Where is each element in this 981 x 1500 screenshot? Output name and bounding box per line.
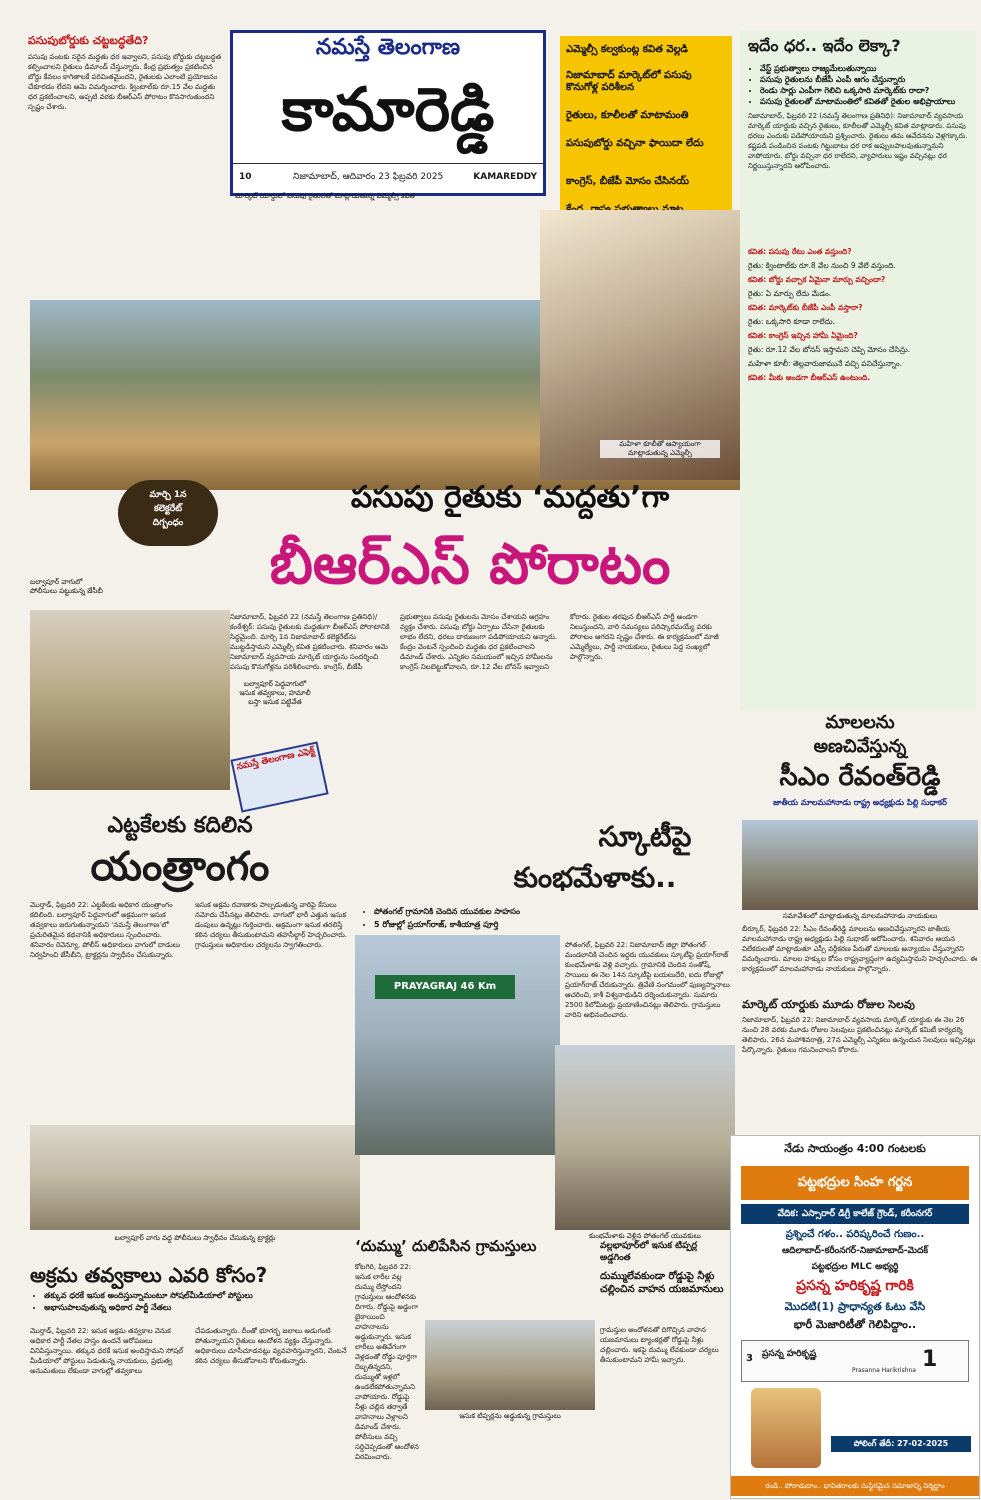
dummu-side-head: వల్లభాపూర్‌లో ఇసుక టిప్పర్ల అడ్డగింత: [600, 1241, 698, 1263]
qa-line: రైతు: ఏ మార్పు లేదు మేడం.: [748, 289, 832, 298]
scooty-photo: [555, 1045, 735, 1230]
malas-kicker2: అణచివేస్తున్న: [813, 736, 907, 757]
qa-line: రైతు: ఒక్కసారి కూడా రాలేదు.: [748, 317, 835, 326]
ad-poll-date: పోలింగ్ తేదీ: 27-02-2025: [831, 1436, 971, 1452]
malas-body: బీర్కూర్, ఫిబ్రవరి 22: సీఎం రేవంత్‌రెడ్డి మాలలను అణచివేస్తున్నారని జాతీయ మాలమహానాడు రాష్ట్ర అధ్యక్షుడు పిల్లి సుధాకర్ ఆరోపించారు. శనివారం ఆయన విలేకరులతో మాట్లాడుతూ ఎస్సీ వర్గీకరణ పేరుతో మాలలకు అన్యాయం చేస్తున్నారని విమర్శించారు. మాలల హక్కుల కోసం రాష్ట్రవ్యాప్తంగా ఉద్యమిస్తామని హెచ్చరించారు. ఈ కార్యక్రమంలో మాలమహానాడు నాయకులు పాల్గొన్నారు.: [742, 925, 978, 973]
tractor-caption: బల్వాపూర్ వాగు వద్ద పోలీసులు స్వాధీనం చేసుకున్న ట్రాక్టర్లు: [114, 1234, 276, 1242]
right-bullet: • పసుపు రైతులతో మాటామంతిలో కవితతో రైతుల అభిప్రాయాలు: [760, 96, 976, 107]
edition-label: KAMAREDDY: [473, 172, 537, 182]
excavator-side-caption: బల్వాపూర్ పెద్దవాగులో ఇసుక తవ్వకాలు, హమాలీ బస్తా ఇసుక పట్టివేత: [239, 680, 311, 706]
scooty-bullets: [360, 905, 744, 931]
qa-line: కవిత: మార్కెట్‌కు బీజేపీ ఎంపీ వస్తారా?: [748, 303, 863, 312]
qa-line: మహిళా కూలీ: తెల్లవారుజామునే వచ్చి పనిచేస్తున్నాం.: [748, 359, 903, 368]
badge-line: దిగ్బంధం: [152, 518, 184, 528]
badge-line: కలెక్టరేట్: [153, 504, 183, 514]
right-bullet: • రెండు సార్లు ఎంపీగా గెలిచి ఒక్కసారి మార్కెట్‌కు రాదా?: [760, 85, 976, 96]
qa-line: రైతు: క్వింటాల్‌కు రూ.8 వేల నుంచి 9 వేలే వస్తుంది.: [748, 261, 896, 270]
right-headline: ఇదేం ధర.. ఇదేం లెక్కా?: [748, 36, 901, 55]
tractor-photo: [30, 1125, 360, 1230]
right-column: [740, 30, 976, 710]
effect-stamp: నమస్తే తెలంగాణ ఎఫెక్ట్: [230, 741, 328, 812]
dummu-side-body: గ్రామస్తుల ఆందోళనతో దిగొచ్చిన వాహన యజమానులు ట్యాంకర్లతో రోడ్డుపై నీళ్లు చల్లించారు. ఇకపై దుమ్ము లేవకుండా చర్యలు తీసుకుంటామని హామీ ఇచ్చారు.: [600, 1326, 719, 1364]
ad-time: నేడు సాయంత్రం 4:00 గంటలకు: [784, 1142, 926, 1155]
illegal-body: మొర్తాడ్, ఫిబ్రవరి 22: ఇసుక అక్రమ తవ్వకాల వెనుక అధికార పార్టీ నేతల హస్తం ఉందనే ఆరోపణలు వినిపిస్తున్నాయి. తక్కువ ధరకే ఇసుక అందిస్తామని సోషల్ మీడియాలో పోస్టులు పెడుతున్న నాయకులు, ప్రభుత్వ అనుమతులు లేకుండా వాగుల్లో తవ్వకాలు చేపడుతున్నారు. దీంతో భూగర్భ జలాలు అడుగంటి పోతున్నాయని రైతులు ఆందోళన వ్యక్తం చేస్తున్నారు. అధికారులు చూసీచూడనట్లు వ్యవహరిస్తున్నారని, వెంటనే కఠిన చర్యలు తీసుకోవాలని కోరుతున్నారు.: [30, 1327, 347, 1375]
malas-photo: [742, 820, 978, 910]
qa-line: కవిత: మీకు అండగా బీఆర్‌ఎస్ ఉంటుంది.: [748, 373, 871, 382]
ad-event: పట్టభద్రుల సింహ గర్జన: [741, 1166, 969, 1200]
right-bullets: [740, 63, 976, 107]
ad-constituency: ఆదిలాబాద్-కరీంనగర్-నిజామాబాద్-మెదక్: [781, 1246, 929, 1256]
ad-win: భారీ మెజారిటీతో గెలిపిద్దాం..: [793, 1318, 917, 1331]
highlight-item: రైతులు, కూలీలతో మాటామంతి: [566, 110, 689, 121]
left-body: పసుపు పంటకు సరైన మద్దతు ధర ఇవ్వాలని, పసుపు బోర్డుకు చట్టబద్ధత కల్పించాలని రైతులు డిమాండ్ చేస్తున్నారు. కేంద్ర ప్రభుత్వం ప్రకటించిన బోర్డు కేవలం కాగితాలకే పరిమితమైందని, రైతులకు ఎలాంటి ప్రయోజనం చేకూరడం లేదని ఆమె విమర్శించారు. క్వింటాల్‌కు రూ.15 వేల మద్దతు ధర ప్రకటించాలని, అప్పటి వరకు బీఆర్‌ఎస్ పోరాటం కొనసాగుతుందని స్పష్టం చేశారు.: [28, 53, 222, 111]
dummu-side-sub: దుమ్ములేవకుండా రోడ్డుపై నీళ్లు చల్లించిన వాహన యజమానులు: [600, 1271, 724, 1295]
ad-name: ప్రసన్న హరికృష్ణ గారికి: [796, 1278, 914, 1294]
excavator-caption: బల్వాపూర్ వాగులో పోలీసులు పట్టుకున్న జేసీబీ: [30, 578, 103, 595]
masthead-title: నమస్తే తెలంగాణ: [315, 35, 461, 60]
lead-kicker: పసుపు రైతుకు ‘మద్దతు’గా: [350, 480, 670, 515]
malas-headline: సీఎం రేవంత్‌రెడ్డి: [779, 762, 941, 792]
masthead-edition: కామారెడ్డి: [281, 75, 495, 145]
scooty-body: పోతంగల్, ఫిబ్రవరి 22: నిజామాబాద్ జిల్లా పోతంగల్ మండలానికి చెందిన ఇద్దరు యువకులు స్కూటీపై ప్రయాగ్‌రాజ్ కుంభమేళాకు వెళ్లి వచ్చారు. గ్రామానికి చెందిన సంతోష్, సాయిలు ఈ నెల 14న స్కూటీపై బయలుదేరి, ఐదు రోజుల్లో ప్రయాగ్‌రాజ్ చేరుకున్నారు. త్రివేణి సంగమంలో పుణ్యస్నానాలు ఆచరించి, కాశీ విశ్వనాథుడిని దర్శించుకున్నారు. సుమారు 2500 కిలోమీటర్లు ప్రయాణించినట్లు తెలిపారు. గ్రామస్తులు వారిని అభినందించారు.: [565, 941, 730, 1019]
protest-badge: [118, 480, 218, 546]
highlight-item: పసుపుబోర్డు వచ్చినా ఫాయిదా లేదు: [566, 138, 704, 149]
ad-role: పట్టభద్రుల MLC అభ్యర్థి: [811, 1262, 899, 1272]
ad-venue: వేదిక: ఎస్సారార్ డిగ్రీ కాలేజ్ గ్రౌండ్, కరీంనగర్: [741, 1204, 969, 1224]
date-line: నిజామాబాద్, ఆదివారం 23 ఫిబ్రవరి 2025: [293, 172, 444, 182]
scooty-caption: కుంభమేళాకు వెళ్లిన పోతంగల్ యువకులు: [589, 1232, 701, 1240]
highlight-item: నిజామాబాద్ మార్కెట్‌లో పసుపు కొనుగోళ్ల పరిశీలన: [566, 70, 692, 93]
ad-footer: రండి.. పోరాడుదాం.. భావితరాలకు సుస్థిరమైన సమాజాన్ని నిర్మిద్దాం: [731, 1476, 979, 1496]
market-body: నిజామాబాద్, ఫిబ్రవరి 22: నిజామాబాద్ వ్యవసాయ మార్కెట్ యార్డుకు ఈ నెల 26 నుంచి 28 వరకు మూడు రోజుల సెలవులు ప్రకటించినట్లు మార్కెట్ కమిటీ కార్యదర్శి తెలిపారు. 26న మహాశివరాత్రి, 27న ఎమ్మెల్సీ ఎన్నికలు ఉన్నందున సెలవులు ఇచ్చినట్లు పేర్కొన్నారు. రైతులు గమనించాలని కోరారు.: [742, 1016, 976, 1054]
page-number: 10: [239, 172, 252, 182]
ballot-name: ప్రసన్న హరికృష్ణ: [762, 1349, 817, 1359]
qa-line: కవిత: బోర్డు వచ్చాక ఏమైనా మార్పు వచ్చిందా?: [748, 275, 886, 284]
main-photo-caption: మార్కెట్ యార్డులో పసుపు రైతులతో మాట్లాడుతున్న ఎమ్మెల్సీ కవిత: [235, 192, 415, 200]
illegal-bullets: [30, 1290, 364, 1314]
ad-slogan: ప్రశ్నించే గళం.. పరిష్కరించే గుణం..: [785, 1229, 925, 1240]
scooty-bullet: • పోతంగల్ గ్రామానికి చెందిన యువకుల సాహసం: [374, 905, 744, 918]
lead-headline: బీఆర్‌ఎస్ పోరాటం: [269, 532, 671, 597]
ballot-row: [741, 1340, 969, 1382]
qa-line: కవిత: పసుపు రేటు ఎంత వస్తుంది?: [748, 247, 852, 256]
excavator-kicker: ఎట్టకేలకు కదిలిన: [107, 813, 253, 838]
highlight-item: ఎమ్మెల్సీ కల్వకుంట్ల కవిత వెల్లడి: [566, 44, 688, 55]
qa-line: కవిత: కాంగ్రెస్ ఇచ్చిన హామీ ఏమైంది?: [748, 331, 858, 340]
scooty-bullet: • 5 రోజుల్లో ప్రయాగ్‌రాజ్, కాశీయాత్ర పూర్తి: [374, 918, 744, 931]
excavator-headline: యంత్రాంగం: [90, 844, 270, 890]
side-photo-caption: మహిళా కూలీతో ఆప్యాయంగా మాట్లాడుతున్న ఎమ్మెల్సీ: [600, 440, 720, 458]
illegal-bullet: • అభాసుపాలవుతున్న అధికార పార్టీ నేతలు: [44, 1302, 364, 1314]
ballot-name-en: Prasanna Harikrishna: [852, 1367, 916, 1374]
scooty-headline: కుంభమేళాకు..: [513, 861, 677, 894]
highway-sign: PRAYAGRAJ 46 Km: [375, 975, 515, 999]
candidate-photo: [751, 1388, 821, 1468]
right-bullet: • పసుపు రైతులను బీజేపీ ఎంపీ ఆగం చేస్తున్నారు: [760, 74, 976, 85]
excavator-body: మొర్తాడ్, ఫిబ్రవరి 22: ఎట్టకేలకు అధికార యంత్రాంగం కదిలింది. బల్వాపూర్ పెద్దవాగులో అక్రమంగా ఇసుక తవ్వకాలు జరుగుతున్నాయని ‘నమస్తే తెలంగాణ’లో ప్రచురితమైన కథనానికి అధికారులు స్పందించారు. శనివారం రెవెన్యూ, పోలీస్ అధికారులు వాగులో దాడులు నిర్వహించి జేసీబీని, ట్రాక్టర్లను స్వాధీనం చేసుకున్నారు. ఇసుక అక్రమ రవాణాకు పాల్పడుతున్న వారిపై కేసులు నమోదు చేసినట్లు తెలిపారు. వాగులో భారీ ఎత్తున ఇసుక డంపులు ఉన్నట్లు గుర్తించారు. అక్రమంగా ఇసుక తరలిస్తే కఠిన చర్యలు తీసుకుంటామని తహసీల్దార్ హెచ్చరించారు. గ్రామస్తులు అధికారుల చర్యలను స్వాగతించారు.: [30, 901, 348, 959]
ballot-mark: 1: [922, 1347, 938, 1372]
ad-pref: మొదటి(1) ప్రాధాన్యత ఓటు వేసి: [784, 1300, 926, 1313]
dummu-body: కోటగిరి, ఫిబ్రవరి 22: ఇసుక లారీల వల్ల దుమ్ము లేస్తోందని గ్రామస్తులు ఆందోళనకు దిగారు. రోడ్డుపై అడ్డంగా బైఠాయించి వాహనాలను అడ్డుకున్నారు. ఇసుక లారీలు అతివేగంగా వెళ్లడంతో రోడ్డు పూర్తిగా దెబ్బతిన్నదని, దుమ్ముతో ఇళ్లలో ఉండలేకపోతున్నామని వాపోయారు. రోడ్డుపై నీళ్లు చల్లిన తర్వాతే వాహనాలు వెళ్లాలని డిమాండ్ చేశారు. పోలీసులు వచ్చి సర్దిచెప్పడంతో ఆందోళన విరమించారు.: [355, 1263, 419, 1461]
malas-sub: జాతీయ మాలమహానాడు రాష్ట్ర అధ్యక్షుడు పిల్లి సుధాకర్: [773, 798, 947, 807]
badge-line: మార్చి 1న: [149, 490, 187, 500]
scooty-kicker: స్కూటీపై: [598, 820, 692, 853]
right-bullet: • వేస్ట్ ప్రభుత్వాలు రాజ్యమేలుతున్నాయి: [760, 63, 976, 74]
masthead-dateline: [233, 163, 543, 190]
lead-body: నిజామాబాద్, ఫిబ్రవరి 22 (నమస్తే తెలంగాణ ప్రతినిధి)/కంఠేశ్వర్: పసుపు రైతులకు మద్దతుగా బీఆర్‌ఎస్ పోరాటానికి సిద్ధమైంది. మార్చి 1న నిజామాబాద్ కలెక్టరేట్‌ను ముట్టడిస్తామని ఎమ్మెల్సీ కవిత ప్రకటించారు. శనివారం ఆమె నిజామాబాద్ వ్యవసాయ మార్కెట్ యార్డును సందర్శించి పసుపు కొనుగోళ్లను పరిశీలించారు. కాంగ్రెస్, బీజేపీ ప్రభుత్వాలు పసుపు రైతులను మోసం చేశాయని ఆగ్రహం వ్యక్తం చేశారు. పసుపు బోర్డు ఏర్పాటు చేసినా రైతులకు లాభం లేదని, ధరలు దారుణంగా పడిపోయాయని అన్నారు. కేంద్రం వెంటనే స్పందించి మద్దతు ధర ప్రకటించాలని డిమాండ్ చేశారు. ఎన్నికల సమయంలో ఇచ్చిన హామీలను కాంగ్రెస్ నిలబెట్టుకోవాలని, రూ.12 వేల బోనస్ ఇవ్వాలని కోరారు. రైతుల తరఫున బీఆర్‌ఎస్ పార్టీ అండగా నిలుస్తుందని, వారి సమస్యలు పరిష్కారమయ్యే వరకు పోరాటం ఆగదని స్పష్టం చేశారు. ఈ కార్యక్రమంలో మాజీ ఎమ్మెల్యేలు, పార్టీ నాయకులు, రైతులు పెద్ద సంఖ్యలో పాల్గొన్నారు.: [230, 613, 719, 671]
left-headline: పసుపుబోర్డుకు చట్టబద్ధతేది?: [28, 34, 149, 47]
dummu-caption: ఇసుక టిప్పర్లను అడ్డుకున్న గ్రామస్తులు: [459, 1412, 561, 1420]
excavator-photo: [30, 610, 230, 790]
illegal-headline: అక్రమ తవ్వకాలు ఎవరి కోసం?: [30, 1263, 268, 1287]
dummu-photo: [425, 1320, 595, 1410]
left-column: [28, 34, 223, 296]
malas-caption: సమావేశంలో మాట్లాడుతున్న మాలమహానాడు నాయకులు: [782, 912, 938, 920]
highway-sign-photo: [355, 935, 560, 1155]
masthead: [230, 30, 546, 196]
market-headline: మార్కెట్ యార్డుకు మూడు రోజుల సెలవు: [742, 998, 915, 1011]
highlight-item: కాంగ్రెస్, బీజేపీ మోసం చేసినయ్: [566, 176, 689, 187]
right-body: నిజామాబాద్, ఫిబ్రవరి 22 (నమస్తే తెలంగాణ ప్రతినిధి): నిజామాబాద్ వ్యవసాయ మార్కెట్ యార్డుకు వచ్చిన రైతులు, కూలీలతో ఎమ్మెల్సీ కవిత మాట్లాడారు. పసుపు ధరలు ఎందుకు పడిపోయాయని ప్రశ్నించారు. రైతులు తమ ఆవేదనను వెళ్లగక్కారు. కష్టపడి పండించిన పంటకు గిట్టుబాటు ధర రాక అప్పులపాలవుతున్నామని వాపోయారు. బోర్డు వచ్చినా ధర రాలేదని, వ్యాపారులు ఇష్టం వచ్చినట్లు ధర నిర్ణయిస్తున్నారని ఆరోపించారు.: [748, 112, 968, 170]
dummu-headline: ‘దుమ్ము’ దులిపేసిన గ్రామస్తులు: [355, 1237, 537, 1255]
election-ad: [730, 1135, 980, 1499]
ballot-number: 3: [746, 1353, 753, 1364]
right-qa: [740, 241, 976, 389]
illegal-bullet: • తక్కువ ధరకే ఇసుక అందిస్తున్నామంటూ సోషల్‌మీడియాలో పోస్టులు: [44, 1290, 364, 1302]
qa-line: రైతు: రూ.12 వేల బోనస్ ఇస్తామని చెప్పి మోసం చేసిన్రు.: [748, 345, 911, 354]
malas-kicker: మాలలను: [825, 712, 895, 733]
